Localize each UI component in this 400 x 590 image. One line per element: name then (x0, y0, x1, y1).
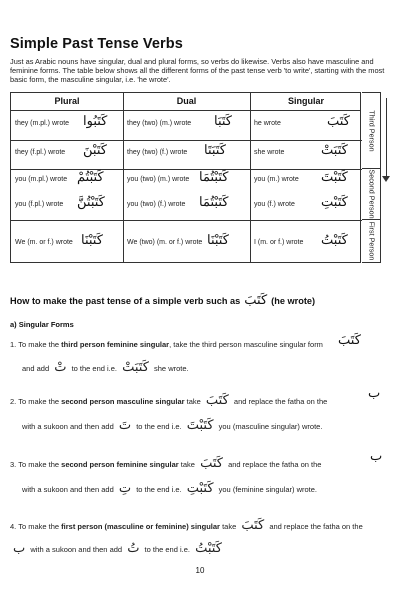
arabic-word: تَ (118, 418, 132, 433)
arabic-word: كَتَبْتَ (186, 418, 214, 433)
header-dual: Dual (176, 96, 197, 106)
arabic-word: كَتَبْتِ (186, 481, 214, 496)
arabic-word: كَتَبَ (241, 518, 265, 533)
text: , take the third person masculine singular form (169, 340, 323, 349)
table-cell-arabic: كَتَبْتُ (321, 233, 348, 248)
header-plural: Plural (54, 96, 80, 106)
arabic-word: كَتَبَ (200, 456, 223, 471)
down-arrow-icon (382, 176, 390, 182)
third-person-label (362, 93, 381, 169)
bold-text: second person feminine singular (61, 460, 179, 469)
intro-paragraph: Just as Arabic nouns have singular, dual and plural forms, so verbs do likewise. Verbs also have masculine and feminine forms. The table below shows all the different forms of the past tense verb 'to write', starting with the most basic form, the masculine singular, i.e. 'he wrote'. (10, 57, 385, 85)
table-cell-arabic: كَتَبَتْ (321, 143, 348, 158)
table-cell: they (m.pl.) wrote (15, 120, 70, 127)
table-cell-arabic: كَتَبْنَا (81, 233, 103, 248)
text: with a sukoon and then add (30, 545, 123, 554)
section-heading (10, 293, 315, 308)
header-singular: Singular (287, 96, 324, 106)
table-cell-arabic: كَتَبْتُنَّ (77, 195, 105, 210)
arabic-word: كَتَبَ (338, 333, 361, 348)
second-person-label (362, 169, 381, 220)
arabic-word: تُ (127, 541, 140, 556)
instruction-3-line-1 (10, 456, 321, 471)
text: To make the (18, 522, 60, 531)
text: you (masculine singular) wrote. (218, 422, 323, 431)
table-cell: they (two) (m.) wrote (127, 120, 192, 127)
text: take (222, 522, 237, 531)
table-cell-arabic: كَتَبْتَ (321, 170, 348, 185)
text: to the end i.e. (144, 545, 190, 554)
text: and add (22, 364, 50, 373)
text: and replace the fatha on the (233, 397, 328, 406)
instruction-2-line-2 (22, 418, 322, 433)
bold-text: first person (masculine or feminine) singular (61, 522, 220, 531)
text: to the end i.e. (71, 364, 118, 373)
text: and replace the fatha on the (228, 460, 322, 469)
row-divider (11, 140, 362, 141)
table-cell-arabic: كَتَبُوا (83, 114, 108, 129)
text: take (180, 460, 195, 469)
instruction-4-line-1 (10, 518, 363, 533)
page-title: Simple Past Tense Verbs (10, 36, 183, 52)
arabic-word: تِ (118, 481, 132, 496)
text: To make the (18, 397, 60, 406)
text: To make the (18, 460, 60, 469)
arabic-word: تْ (54, 360, 67, 375)
table-cell: you (two) (f.) wrote (127, 201, 186, 208)
conjugation-table (10, 92, 361, 263)
table-cell: you (two) (m.) wrote (127, 176, 190, 183)
table-cell: you (f.pl.) wrote (15, 201, 64, 208)
text: you (feminine singular) wrote. (218, 485, 318, 494)
table-cell: they (f.pl.) wrote (15, 149, 66, 156)
table-cell-arabic: كَتَبْنَا (207, 233, 229, 248)
instruction-2-line-1 (10, 393, 327, 408)
num: 3. (10, 460, 17, 469)
text: take (186, 397, 201, 406)
text: she wrote. (154, 364, 189, 373)
howto-arabic: كَتَبَ (244, 293, 268, 308)
page-number: 10 (195, 566, 205, 575)
table-cell-arabic: كَتَبْتُمْ (77, 170, 104, 185)
table-cell-arabic: كَتَبَتَا (204, 143, 226, 158)
person-label-column (362, 92, 381, 263)
num: 4. (10, 522, 17, 531)
text: and replace the fatha on the (269, 522, 363, 531)
table-cell: he wrote (254, 120, 281, 127)
table-cell-arabic: كَتَبَا (214, 114, 232, 129)
second-person-text: Second Person (367, 169, 376, 219)
first-person-text: First Person (367, 221, 376, 261)
table-cell: you (m.pl.) wrote (15, 176, 68, 183)
table-cell: you (m.) wrote (254, 176, 299, 183)
text: to the end i.e. (136, 485, 182, 494)
table-cell: We (m. or f.) wrote (15, 239, 73, 246)
table-cell: she wrote (254, 149, 285, 156)
text: with a sukoon and then add (22, 422, 114, 431)
table-cell: We (two) (m. or f.) wrote (127, 239, 203, 246)
howto-text: How to make the past tense of a simple verb such as (10, 296, 241, 306)
instruction-1-line-1 (10, 340, 323, 349)
howto-suffix: (he wrote) (271, 296, 316, 306)
first-person-label (362, 220, 381, 262)
table-cell-arabic: كَتَبْتِ (321, 195, 348, 210)
num: 1. (10, 340, 17, 349)
instruction-1-line-2 (22, 360, 189, 375)
arabic-word: كَتَبَتْ (122, 360, 149, 375)
instruction-4-line-2 (10, 541, 225, 556)
arabic-letter: ب (368, 386, 381, 401)
third-person-text: Third Person (367, 109, 376, 152)
text: to the end i.e. (136, 422, 182, 431)
arabic-letter: ب (370, 449, 383, 464)
bold-text: second person masculine singular (61, 397, 185, 406)
down-arrow-line (386, 98, 387, 178)
arabic-word: كَتَبَ (205, 393, 229, 408)
instruction-3-line-2 (22, 481, 317, 496)
divider (250, 93, 251, 262)
table-header (11, 93, 360, 111)
row-divider (11, 169, 362, 170)
text: with a sukoon and then add (22, 485, 114, 494)
table-cell-arabic: كَتَبْتُمَا (199, 195, 229, 210)
table-cell-arabic: كَتَبَ (327, 114, 350, 129)
num: 2. (10, 397, 17, 406)
table-cell-arabic: كَتَبْتُمَا (199, 170, 229, 185)
table-cell-arabic: كَتَبْنَ (83, 143, 107, 158)
arabic-letter: ب (13, 541, 26, 556)
bold-text: third person feminine singular (61, 340, 170, 349)
arabic-word: كَتَبْتُ (195, 541, 222, 556)
row-divider (11, 220, 362, 221)
table-cell: you (f.) wrote (254, 201, 295, 208)
table-cell: they (two) (f.) wrote (127, 149, 188, 156)
divider (123, 93, 124, 262)
table-cell: I (m. or f.) wrote (254, 239, 304, 246)
text: To make the (18, 340, 60, 349)
subheading: a) Singular Forms (10, 320, 74, 329)
